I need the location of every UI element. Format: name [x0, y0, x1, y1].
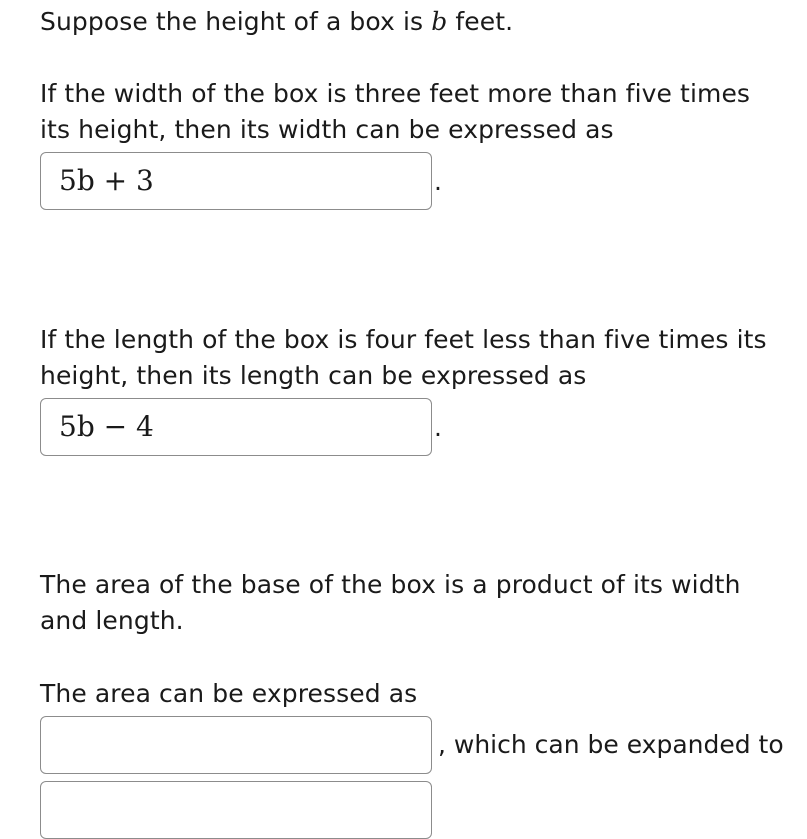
area-expanded-text: , which can be expanded to	[438, 730, 784, 759]
width-answer-field[interactable]	[40, 152, 432, 210]
width-answer-value: 5b + 3	[59, 164, 154, 197]
area-info-line-1: The area of the base of the box is a product of its width	[40, 570, 741, 599]
intro-sentence	[40, 4, 513, 40]
intro-before: Suppose the height of a box is	[40, 7, 432, 36]
area-question-prompt: The area can be expressed as	[40, 679, 418, 708]
width-question-line-2: its height, then its width can be expressed as	[40, 115, 614, 144]
width-answer-period: .	[434, 167, 442, 196]
width-question-line-1: If the width of the box is three feet more than five times	[40, 79, 751, 108]
area-info-line-2: and length.	[40, 606, 184, 635]
area-expanded-field[interactable]	[40, 781, 432, 839]
length-answer-period: .	[434, 413, 442, 442]
area-answer-field[interactable]	[40, 716, 432, 774]
length-answer-value: 5b − 4	[59, 410, 154, 443]
length-question-line-1: If the length of the box is four feet less than five times its	[40, 325, 767, 354]
length-answer-field[interactable]	[40, 398, 432, 456]
intro-after: feet.	[447, 7, 514, 36]
height-variable: b	[431, 7, 448, 36]
length-question-line-2: height, then its length can be expressed as	[40, 361, 587, 390]
